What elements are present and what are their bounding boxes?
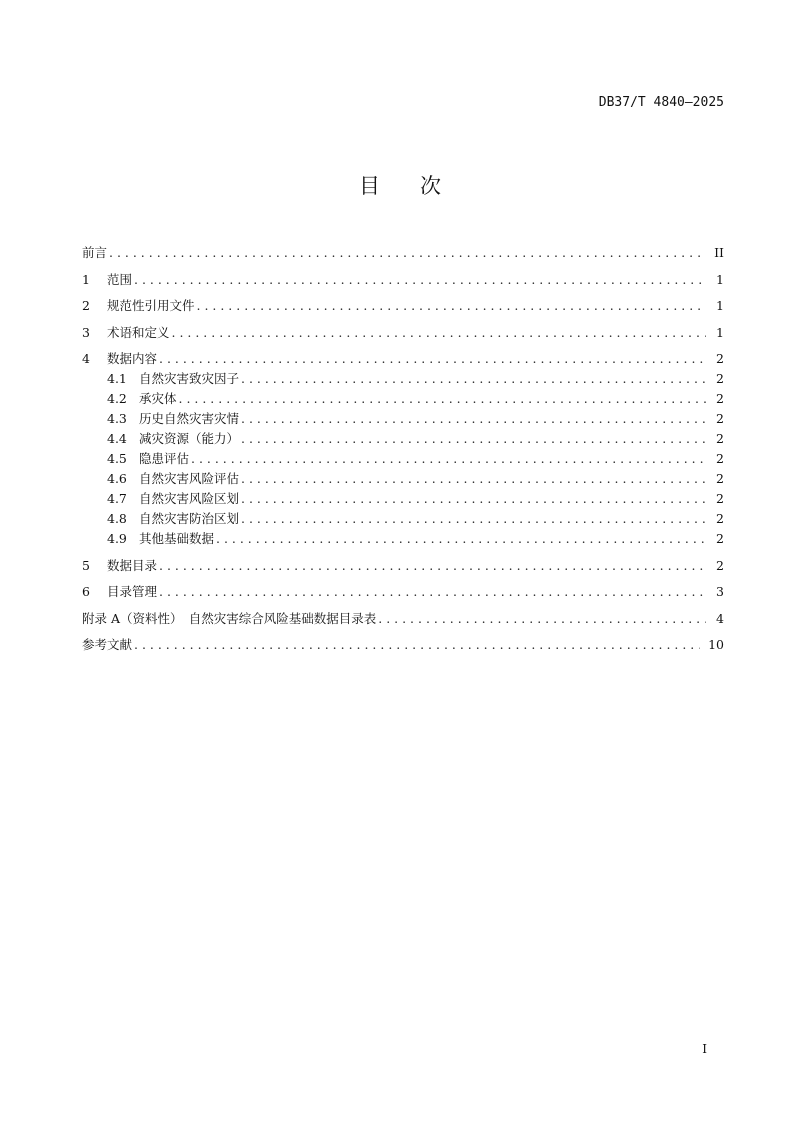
toc-entry-page: 2 (716, 391, 724, 406)
toc-entry[interactable] (82, 270, 724, 290)
toc-entry[interactable] (82, 635, 724, 655)
toc-entry[interactable] (82, 582, 724, 602)
toc-entry-label: 自然灾害风险评估 (139, 471, 240, 486)
toc-entry-label: 参考文献 (82, 637, 133, 652)
leader-dots (172, 323, 706, 343)
toc-entry[interactable] (82, 529, 724, 549)
toc-entry[interactable] (82, 609, 724, 629)
toc-entry-label: 隐患评估 (139, 451, 190, 466)
toc-entry-page: 2 (716, 431, 724, 446)
toc-entry-page: 2 (716, 557, 724, 573)
toc-entry-number: 4.5 (107, 451, 127, 466)
toc-entry-page: 2 (716, 511, 724, 526)
toc-entry-label: 范围 (107, 271, 133, 287)
toc-entry-number: 2 (82, 298, 90, 313)
toc-entry-label: 前言 (82, 245, 108, 260)
toc-entry[interactable] (82, 509, 724, 529)
leader-dots (159, 556, 706, 576)
toc-entry-page: 3 (716, 584, 724, 599)
toc-entry-label: 数据目录 (107, 557, 158, 573)
toc-entry-number: 4.2 (107, 391, 127, 406)
toc-entry-page: 1 (716, 271, 724, 287)
toc-entry-page: 10 (708, 637, 724, 652)
toc-entry-page: 2 (716, 471, 724, 486)
toc-entry-label: 历史自然灾害灾情 (139, 411, 240, 426)
toc-entry[interactable] (82, 469, 724, 489)
leader-dots (241, 409, 706, 429)
toc-entry-label: 术语和定义 (107, 324, 170, 340)
toc-entry-label: 承灾体 (139, 391, 177, 406)
leader-dots (197, 296, 706, 316)
toc-entry-label: 自然灾害致灾因子 (139, 371, 240, 386)
toc-entry-number: 4.4 (107, 431, 127, 446)
toc-entry[interactable] (82, 243, 724, 263)
toc-entry-label: 自然灾害防治区划 (139, 511, 240, 526)
toc-entry[interactable] (82, 296, 724, 316)
leader-dots (159, 349, 706, 369)
toc-entry-label: 附录 A（资料性） 自然灾害综合风险基础数据目录表 (82, 610, 377, 626)
leader-dots (191, 449, 706, 469)
toc-entry[interactable] (82, 556, 724, 576)
table-of-contents (82, 243, 724, 655)
toc-entry-page: 2 (716, 351, 724, 366)
leader-dots (109, 243, 706, 263)
toc-entry[interactable] (82, 323, 724, 343)
toc-entry-page: 2 (716, 451, 724, 466)
leader-dots (241, 469, 706, 489)
toc-entry-number: 5 (82, 557, 90, 573)
toc-entry-number: 4.7 (107, 491, 127, 506)
toc-entry-number: 4.6 (107, 471, 127, 486)
toc-entry-page: 1 (716, 298, 724, 313)
toc-entry-page: II (714, 245, 724, 260)
toc-entry-page: 1 (716, 324, 724, 340)
leader-dots (216, 529, 706, 549)
toc-entry[interactable] (82, 449, 724, 469)
toc-entry-label: 其他基础数据 (139, 531, 215, 546)
leader-dots (134, 635, 700, 655)
toc-entry-page: 2 (716, 531, 724, 546)
leader-dots (241, 369, 706, 389)
leader-dots (179, 389, 706, 409)
toc-entry[interactable] (82, 489, 724, 509)
toc-entry-number: 3 (82, 324, 90, 340)
toc-entry[interactable] (82, 349, 724, 369)
toc-entry-number: 1 (82, 271, 90, 287)
toc-entry[interactable] (82, 409, 724, 429)
toc-entry[interactable] (82, 369, 724, 389)
leader-dots (241, 489, 706, 509)
toc-entry-page: 2 (716, 411, 724, 426)
toc-entry-label: 规范性引用文件 (107, 298, 195, 313)
toc-entry[interactable] (82, 429, 724, 449)
toc-entry-number: 6 (82, 584, 90, 599)
toc-entry-label: 减灾资源（能力） (139, 431, 240, 446)
toc-entry-page: 2 (716, 491, 724, 506)
leader-dots (241, 429, 706, 449)
toc-entry-page: 2 (716, 371, 724, 386)
toc-entry-page: 4 (716, 610, 724, 626)
toc-entry-label: 目录管理 (107, 584, 158, 599)
toc-entry-label: 数据内容 (107, 351, 158, 366)
toc-entry-number: 4.8 (107, 511, 127, 526)
toc-entry-number: 4.9 (107, 531, 127, 546)
page-title: 目次 (359, 174, 481, 198)
leader-dots (159, 582, 706, 602)
leader-dots (241, 509, 706, 529)
toc-entry-label: 自然灾害风险区划 (139, 491, 240, 506)
document-number: DB37/T 4840—2025 (598, 95, 724, 110)
toc-entry[interactable] (82, 389, 724, 409)
page-number: I (702, 1042, 707, 1056)
leader-dots (378, 609, 706, 629)
toc-entry-number: 4.1 (107, 371, 127, 386)
leader-dots (134, 270, 706, 290)
toc-entry-number: 4.3 (107, 411, 127, 426)
toc-entry-number: 4 (82, 351, 90, 366)
